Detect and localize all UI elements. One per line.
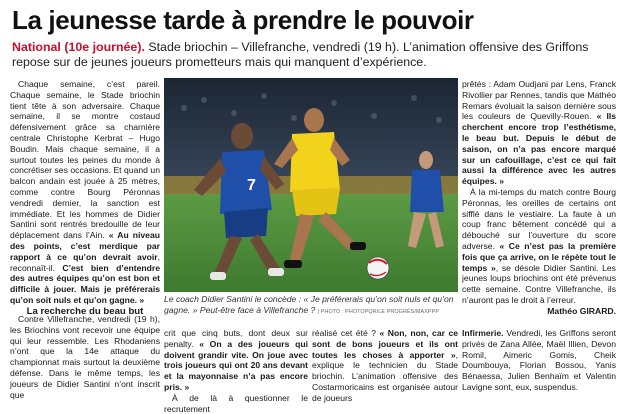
football-action-illustration [164, 78, 458, 292]
football-icon [367, 257, 389, 279]
col1-paragraph: Chaque semaine, c’est pareil. Chaque semaine, le Stade briochin tient tête à son adversaire. Chaque semaine, il se montre costaud défensivement grâce sa charnière centrale Christophe Kerbrat – Hugo Boudin. Mais chaque semaine, il a surtout toutes les peines du monde à concrétiser ses occasions. Et quand un balcon andain est jouée à 25 mètres, comme contre Bourg Péronnas vendredi dernier, la sanction est immédiate. Et les hommes de Didier Santini sont rentrés bredouille de leur déplacement dans l’Ain. « Au niveau des points, c’est merdique par rapport à ce qu’on devrait avoir, reconnaît-il. C’est bien d’entendre des autres équipes qu’on est bon et difficile à jouer. Mais je préférerais qu’on soit nuls et qu’on gagne. » [10, 79, 160, 305]
article-column-4 [462, 79, 616, 317]
article-bottom-1 [10, 314, 160, 400]
bottom-paragraph: Contre Villefranche, vendredi (19 h), les Briochins vont recevoir une équipe qui leur ressemble. Les Rhodaniens n’ont que la 14e attaque du championnat mais surtout la deuxième défense. Dans le même temps, les joueurs de Didier Santini n’ont inscrit que [10, 314, 160, 400]
match-photo [164, 78, 458, 292]
bottom-paragraph: À de là à questionner le recrutement [164, 392, 308, 414]
col4-paragraph: prêtés : Adam Oudjani par Lens, Franck Rivollier par Rennes, tandis que Mathéo Remars évoluait la saison dernière sous les couleurs de Quevilly-Rouen. « Ils cherchent encore trop l’esthétisme, le beau but. Depuis le début de saison, on n’a pas encore marqué sur un cafouillage, c’est ce qui fait aussi la différence avec les autres équipes. » [462, 79, 617, 187]
article-column-1 [10, 79, 160, 318]
quote: « Non, non, car ce sont de bons joueurs et ils ont toutes les choses à apporter » [312, 328, 459, 360]
bottom-paragraph: crit que cinq buts, dont deux sur penalty. « On a des joueurs qui doivent grandir vite. On joue avec trois joueurs qui ont 20 ans devant et la mayonnaise n’a pas encore pris. » [164, 328, 308, 392]
bottom-paragraph: Infirmerie. Vendredi, les Griffons seront privés de Zana Allée, Maël Illien, Devon Romil, Aimeric Gomis, Cheik Doumbouya, Florian Bossou, Yanis Bénaessa, Julien Benhaïm et Valentin Lavigne sont, eux, suspendus. [462, 328, 617, 392]
quote: « Ce n’est pas la première fois que ça arrive, on le répète tout le temps » [462, 240, 617, 273]
article-bottom-4 [462, 328, 616, 393]
jersey-number: 7 [247, 177, 256, 194]
quote: C’est bien d’entendre des autres équipes qu’on est bon et difficile à jouer. Mais je préférerais qu’on soit nuls et qu’on gagne. » [10, 262, 160, 305]
quote: « Ils cherchent encore trop l’esthétisme, le beau but. Depuis le début de saison, on n’a pas encore marqué sur un cafouillage, c’est ce qui fait aussi la différence avec les autres équipes. » [462, 111, 617, 187]
article-bottom-2 [164, 328, 308, 414]
author-signature: Mathéo GIRARD. [547, 305, 616, 316]
lead-paragraph [12, 40, 612, 70]
col4-paragraph: À la mi-temps du match contre Bourg Péronnas, les oreilles de certains ont sifflé dans le vestiaire. La faute à un coup franc bêtement concédé qui a débouché sur l’ouverture du score adverse. « Ce n’est pas la première fois que ça arrive, on le répète tout le temps », se désole Didier Santini. Les jeunes loups briochins ont été prévenus cette semaine. Contre Villefranche, ils n’auront pas le droit à l’erreur. [462, 186, 617, 305]
headline: La jeunesse tarde à prendre le pouvoir [12, 5, 474, 35]
photo-caption [164, 294, 458, 317]
quote: « On a des joueurs qui doivent grandir vite. On joue avec trois joueurs qui ont 20 ans devant et la mayonnaise n’a pas encore pris. » [164, 338, 308, 392]
quote: « Au niveau des points, c’est merdique par rapport à ce qu’on devrait avoir [10, 230, 160, 262]
caption-text: Le coach Didier Santini le concède : « Je préférerais qu’on soit nuls et qu’on gagne. » Peut-être face à Villefranche ? [164, 294, 454, 315]
subheading: La recherche du beau but [26, 305, 144, 317]
lead-match: Stade briochin – Villefranche, vendredi (19 h). [148, 40, 400, 54]
bottom-paragraph: réalisé cet été ? « Non, non, car ce sont de bons joueurs et ils ont toutes les choses à apporter », explique le technicien du Stade briochin. L’animation offensive des Costarmoricains est organisée autour de joueurs [312, 328, 459, 403]
article-bottom-3 [312, 328, 458, 404]
infirmary-label: Infirmerie. [462, 328, 504, 338]
lead-text: L’animation offensive des Griffons repose sur de jeunes joueurs prometteurs mais qui manquent d’expérience. [12, 40, 589, 69]
photo-credit: | PHOTO : PHOTOPQR/LE PROGRÈS/MAXPPP [317, 308, 440, 315]
lead-kicker: National (10e journée). [12, 40, 145, 54]
